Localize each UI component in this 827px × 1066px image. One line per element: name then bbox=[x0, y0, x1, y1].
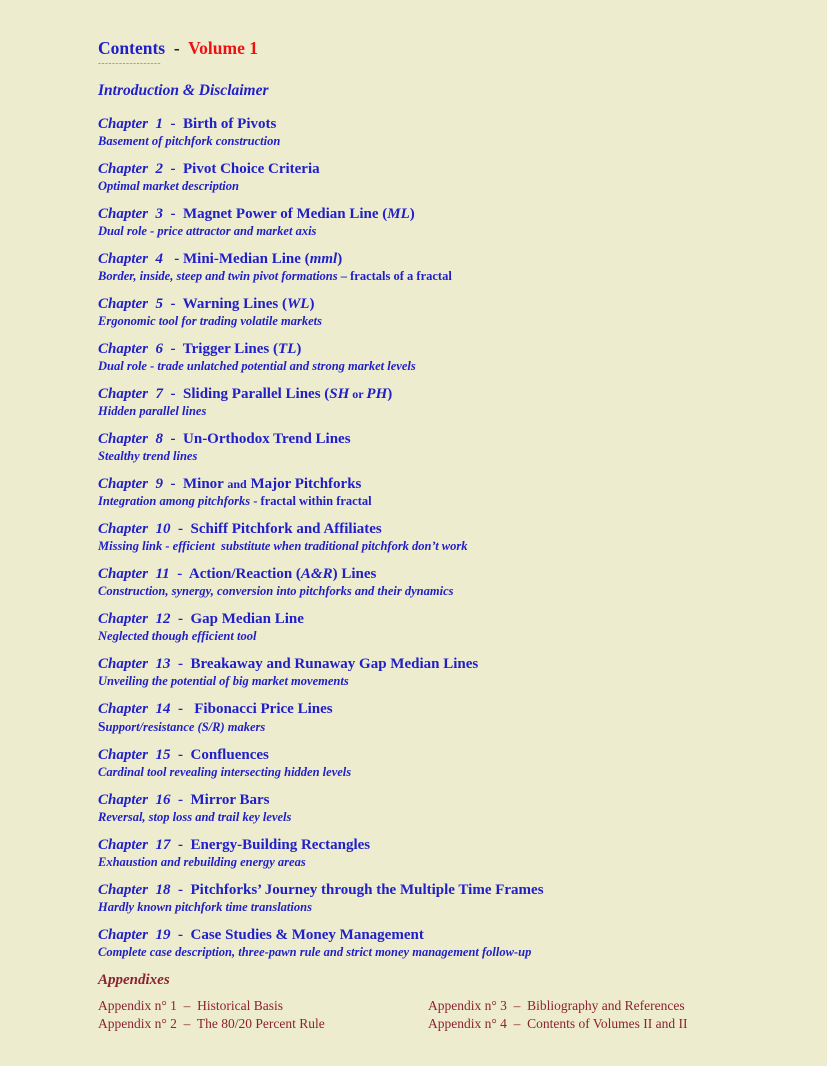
toc-chapter-entry bbox=[98, 926, 777, 960]
chapter-number-label: Chapter 15 bbox=[98, 747, 171, 763]
text-segment: or bbox=[349, 387, 367, 401]
text-segment: Exhaustion and rebuilding energy areas bbox=[98, 855, 306, 869]
chapter-number-label: Chapter 6 bbox=[98, 341, 164, 357]
text-segment: Unveiling the potential of big market movements bbox=[98, 674, 349, 688]
chapter-number-label: Chapter 5 bbox=[98, 296, 164, 312]
text-segment: Dual role - trade unlatched potential and strong market levels bbox=[98, 359, 416, 373]
chapter-subtitle bbox=[98, 674, 777, 689]
volume-label: Volume 1 bbox=[188, 38, 258, 58]
chapter-separator: - bbox=[170, 521, 191, 537]
chapter-subtitle bbox=[98, 449, 777, 464]
chapter-title-line bbox=[98, 791, 777, 810]
text-segment: Pitchforks’ Journey through the Multiple Time Frames bbox=[190, 882, 544, 898]
appendix-item: Appendix n° 1 – Historical Basis bbox=[98, 998, 284, 1013]
appendix-section bbox=[98, 971, 777, 1033]
chapter-number-label: Chapter 7 bbox=[98, 386, 164, 402]
chapter-separator: - bbox=[170, 656, 191, 672]
text-segment: ML bbox=[387, 206, 410, 222]
text-segment: S bbox=[98, 719, 106, 734]
text-segment: PH bbox=[366, 386, 388, 402]
chapter-subtitle bbox=[98, 269, 777, 284]
toc-chapter-entry bbox=[98, 836, 777, 870]
chapter-title-line bbox=[98, 520, 777, 539]
chapter-title-line bbox=[98, 700, 777, 719]
chapter-number-label: Chapter 16 bbox=[98, 792, 171, 808]
chapter-title-line bbox=[98, 836, 777, 855]
text-segment: Gap Median Line bbox=[190, 611, 304, 627]
text-segment: Border, inside, steep and twin pivot formations bbox=[98, 269, 341, 283]
text-segment: Dual role - price attractor and market axis bbox=[98, 224, 317, 238]
page-title bbox=[98, 38, 777, 58]
toc-chapter-entry bbox=[98, 746, 777, 780]
text-segment: WL bbox=[286, 296, 310, 312]
chapter-title-line bbox=[98, 115, 777, 134]
text-segment: Stealthy trend lines bbox=[98, 449, 198, 463]
chapter-number-label: Chapter 8 bbox=[98, 431, 164, 447]
toc-chapter-entry bbox=[98, 565, 777, 599]
text-segment: Basement of pitchfork construction bbox=[98, 134, 281, 148]
text-segment: Confluences bbox=[190, 747, 269, 763]
text-segment: ) bbox=[296, 341, 302, 357]
chapter-subtitle bbox=[98, 719, 777, 735]
chapter-separator: - bbox=[163, 161, 184, 177]
text-segment: ) bbox=[337, 251, 343, 267]
toc-chapter-entry bbox=[98, 385, 777, 419]
text-segment: Birth of Pivots bbox=[183, 116, 277, 132]
contents-title: Contents bbox=[98, 38, 166, 58]
text-segment: Minor bbox=[183, 476, 228, 492]
text-segment: Case Studies & Money Management bbox=[190, 927, 424, 943]
chapter-subtitle bbox=[98, 179, 777, 194]
text-segment: ) Lines bbox=[332, 566, 377, 582]
chapter-separator: - bbox=[170, 747, 191, 763]
appendix-item: Appendix n° 2 – The 80/20 Percent Rule bbox=[98, 1016, 325, 1031]
toc-chapter-entry bbox=[98, 340, 777, 374]
chapter-subtitle bbox=[98, 494, 777, 509]
chapter-number-label: Chapter 1 bbox=[98, 116, 164, 132]
chapter-title-line bbox=[98, 926, 777, 945]
chapter-number-label: Chapter 9 bbox=[98, 476, 164, 492]
chapter-number-label: Chapter 13 bbox=[98, 656, 171, 672]
chapter-number-label: Chapter 10 bbox=[98, 521, 171, 537]
toc-chapter-entry bbox=[98, 295, 777, 329]
text-segment: Cardinal tool revealing intersecting hidden levels bbox=[98, 765, 352, 779]
text-segment: Complete case description, three-pawn rule and strict money management follow-up bbox=[98, 945, 532, 959]
chapter-title-line bbox=[98, 160, 777, 179]
text-segment: ) bbox=[409, 206, 415, 222]
chapter-separator: - bbox=[163, 431, 184, 447]
chapter-separator: - bbox=[163, 296, 183, 312]
chapter-separator: - bbox=[163, 251, 184, 267]
appendix-col-left bbox=[98, 997, 428, 1033]
chapter-subtitle bbox=[98, 134, 777, 149]
chapter-separator: - bbox=[163, 341, 183, 357]
text-segment: Optimal market description bbox=[98, 179, 239, 193]
text-segment: Breakaway and Runaway Gap Median Lines bbox=[190, 656, 479, 672]
chapter-title-line bbox=[98, 881, 777, 900]
chapter-number-label: Chapter 18 bbox=[98, 882, 171, 898]
text-segment: Mini-Median Line ( bbox=[183, 251, 310, 267]
appendix-item: Appendix n° 4 – Contents of Volumes II and II bbox=[428, 1016, 688, 1031]
text-segment: Missing link - efficient substitute when traditional pitchfork don’t work bbox=[98, 539, 468, 553]
text-segment: Neglected though efficient tool bbox=[98, 629, 257, 643]
toc-chapter-entry bbox=[98, 610, 777, 644]
chapter-subtitle bbox=[98, 900, 777, 915]
chapter-separator: - bbox=[170, 611, 191, 627]
chapter-subtitle bbox=[98, 765, 777, 780]
text-segment: ) bbox=[387, 386, 393, 402]
text-segment: - fractal within fractal bbox=[253, 494, 372, 508]
intro-disclaimer-entry: Introduction & Disclaimer bbox=[98, 82, 269, 99]
text-segment: TL bbox=[278, 341, 297, 357]
chapter-subtitle bbox=[98, 584, 777, 599]
text-segment: Mirror Bars bbox=[190, 792, 270, 808]
text-segment: Construction, synergy, conversion into pitchforks and their dynamics bbox=[98, 584, 454, 598]
appendix-item: Appendix n° 3 – Bibliography and References bbox=[428, 998, 685, 1013]
toc-chapter-entry bbox=[98, 881, 777, 915]
text-segment: A&R bbox=[300, 566, 333, 582]
text-segment: upport/resistance (S/R) makers bbox=[105, 720, 266, 734]
text-segment: Un-Orthodox Trend Lines bbox=[183, 431, 351, 447]
text-segment: Schiff Pitchfork and Affiliates bbox=[190, 521, 382, 537]
text-segment: Magnet Power of Median Line ( bbox=[183, 206, 388, 222]
appendix-col-right bbox=[428, 997, 777, 1033]
chapter-subtitle bbox=[98, 810, 777, 825]
text-segment: Sliding Parallel Lines ( bbox=[183, 386, 330, 402]
chapter-separator: - bbox=[163, 206, 184, 222]
text-segment: Action/Reaction ( bbox=[188, 566, 301, 582]
chapter-title-line bbox=[98, 610, 777, 629]
text-segment: Hidden parallel lines bbox=[98, 404, 207, 418]
toc-chapter-entry bbox=[98, 655, 777, 689]
toc-chapter-entry bbox=[98, 115, 777, 149]
chapter-subtitle bbox=[98, 404, 777, 419]
toc-chapter-entry bbox=[98, 520, 777, 554]
toc-chapter-entry bbox=[98, 250, 777, 284]
chapter-subtitle bbox=[98, 945, 777, 960]
chapter-title-line bbox=[98, 385, 777, 404]
text-segment: mml bbox=[309, 251, 338, 267]
chapter-separator: - bbox=[170, 701, 195, 717]
chapter-subtitle bbox=[98, 314, 777, 329]
chapter-title-line bbox=[98, 655, 777, 674]
chapter-list bbox=[98, 115, 777, 960]
text-segment: – fractals of a fractal bbox=[340, 269, 452, 283]
chapter-separator: - bbox=[170, 837, 191, 853]
toc-chapter-entry bbox=[98, 700, 777, 735]
chapter-subtitle bbox=[98, 539, 777, 554]
toc-chapter-entry bbox=[98, 160, 777, 194]
chapter-separator: - bbox=[170, 882, 191, 898]
chapter-number-label: Chapter 14 bbox=[98, 701, 171, 717]
toc-chapter-entry bbox=[98, 791, 777, 825]
chapter-title-line bbox=[98, 430, 777, 449]
text-segment: Warning Lines ( bbox=[182, 296, 287, 312]
text-segment: Pivot Choice Criteria bbox=[183, 161, 320, 177]
chapter-separator: - bbox=[163, 386, 184, 402]
toc-chapter-entry bbox=[98, 205, 777, 239]
chapter-title-line bbox=[98, 475, 777, 494]
appendix-heading: Appendixes bbox=[98, 972, 170, 988]
text-segment: Integration among pitchforks bbox=[98, 494, 254, 508]
chapter-separator: - bbox=[169, 566, 189, 582]
chapter-subtitle bbox=[98, 855, 777, 870]
text-segment: Ergonomic tool for trading volatile markets bbox=[98, 314, 322, 328]
chapter-title-line bbox=[98, 295, 777, 314]
title-underline: ------------------ bbox=[98, 58, 161, 68]
chapter-number-label: Chapter 11 bbox=[98, 566, 170, 582]
chapter-separator: - bbox=[163, 116, 184, 132]
chapter-title-line bbox=[98, 250, 777, 269]
chapter-subtitle bbox=[98, 629, 777, 644]
text-segment: and bbox=[227, 477, 247, 491]
appendix-grid bbox=[98, 997, 777, 1033]
text-segment: Reversal, stop loss and trail key levels bbox=[98, 810, 292, 824]
chapter-number-label: Chapter 19 bbox=[98, 927, 171, 943]
chapter-title-line bbox=[98, 205, 777, 224]
chapter-separator: - bbox=[163, 476, 184, 492]
chapter-number-label: Chapter 17 bbox=[98, 837, 171, 853]
text-segment: Trigger Lines ( bbox=[182, 341, 279, 357]
chapter-number-label: Chapter 2 bbox=[98, 161, 164, 177]
toc-chapter-entry bbox=[98, 430, 777, 464]
chapter-title-line bbox=[98, 565, 777, 584]
text-segment: SH bbox=[329, 386, 350, 402]
text-segment: Energy-Building Rectangles bbox=[190, 837, 371, 853]
text-segment: Hardly known pitchfork time translations bbox=[98, 900, 312, 914]
chapter-title-line bbox=[98, 746, 777, 765]
text-segment: ) bbox=[309, 296, 315, 312]
text-segment: Major Pitchforks bbox=[246, 476, 362, 492]
chapter-separator: - bbox=[170, 792, 191, 808]
chapter-title-line bbox=[98, 340, 777, 359]
chapter-number-label: Chapter 4 bbox=[98, 251, 164, 267]
text-segment: Fibonacci Price Lines bbox=[194, 701, 333, 717]
chapter-number-label: Chapter 12 bbox=[98, 611, 171, 627]
chapter-subtitle bbox=[98, 359, 777, 374]
title-separator: - bbox=[165, 38, 189, 58]
toc-chapter-entry bbox=[98, 475, 777, 509]
chapter-number-label: Chapter 3 bbox=[98, 206, 164, 222]
chapter-separator: - bbox=[170, 927, 191, 943]
chapter-subtitle bbox=[98, 224, 777, 239]
